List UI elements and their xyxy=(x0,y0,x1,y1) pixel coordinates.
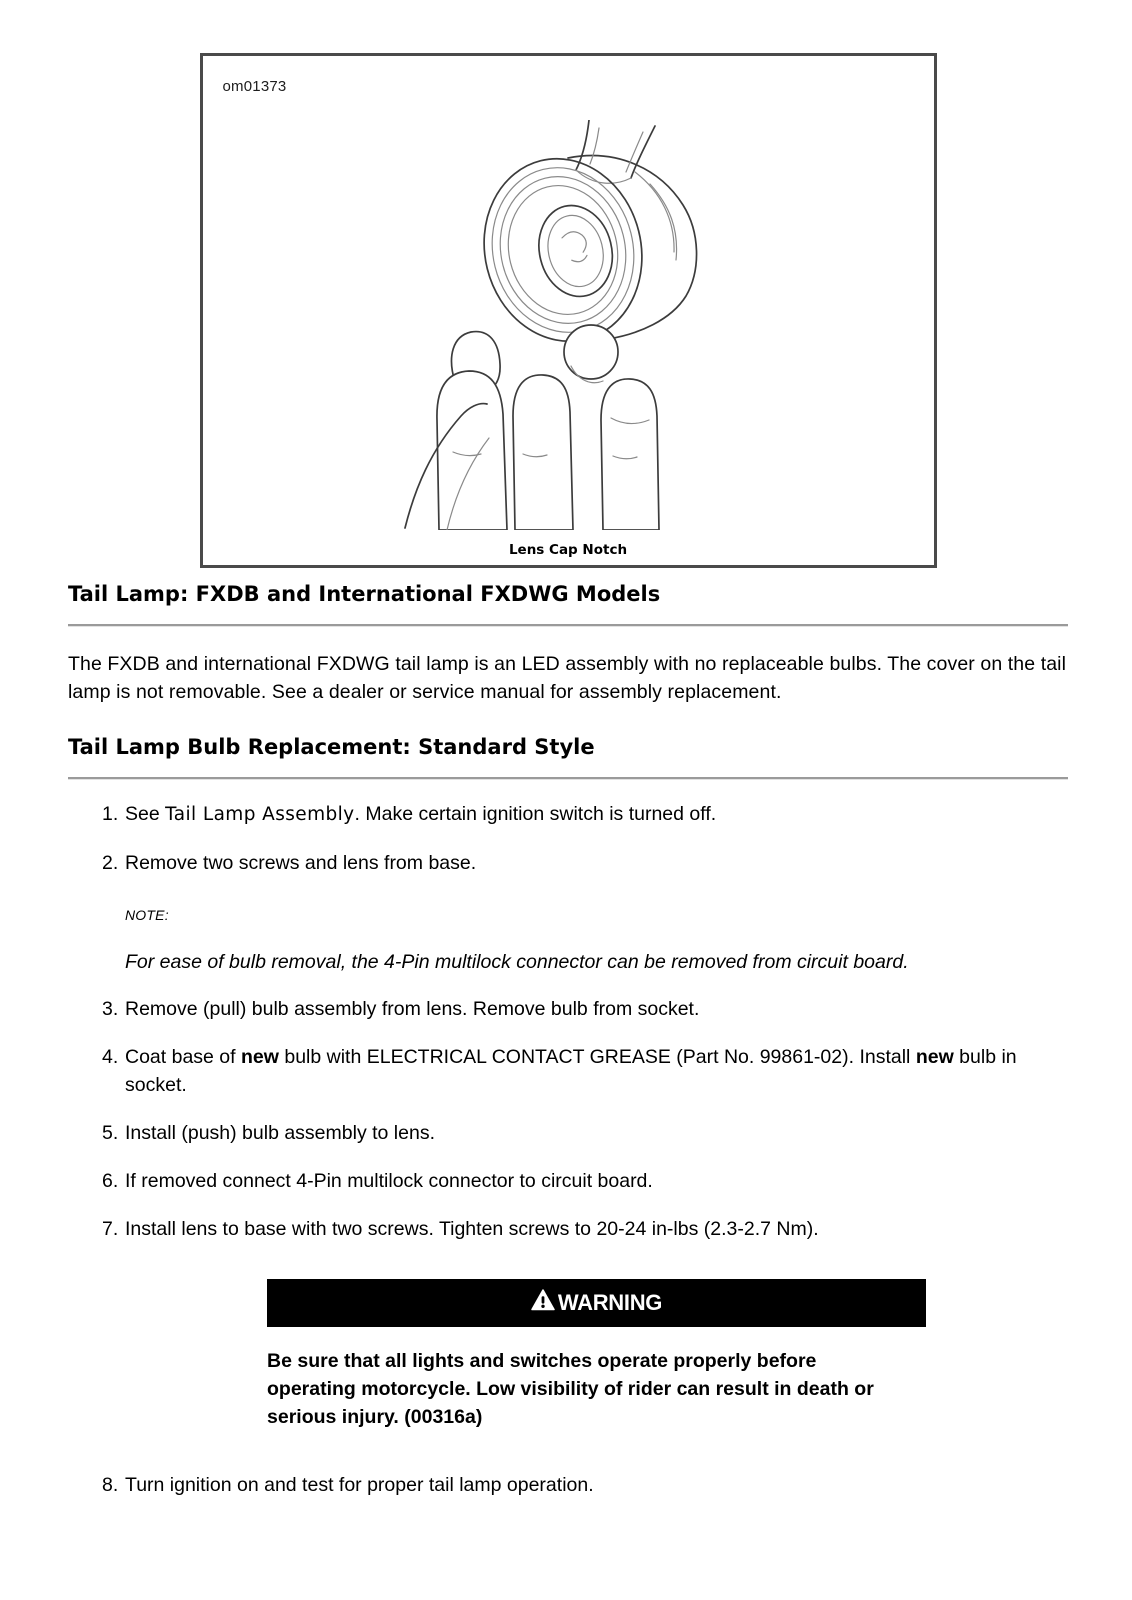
step-item-7 xyxy=(102,1215,1068,1243)
figure-id-label: om01373 xyxy=(222,78,287,95)
step-list xyxy=(68,800,1068,1499)
step-text: Remove two screws and lens from base. xyxy=(125,852,477,874)
step-item-2 xyxy=(102,849,1068,877)
warning-banner-label: WARNING xyxy=(557,1290,663,1315)
step-number: 7. xyxy=(102,1218,119,1240)
step4-seg3: bulb in socket. xyxy=(125,1046,1017,1096)
note-text: For ease of bulb removal, the 4-Pin multilock connector can be removed from circuit board. xyxy=(125,951,909,973)
step-text: Turn ignition on and test for proper tail lamp operation. xyxy=(125,1474,594,1496)
section-rule xyxy=(68,624,1068,627)
step-text: If removed connect 4-Pin multilock connector to circuit board. xyxy=(125,1170,653,1192)
step1-post: . Make certain ignition switch is turned off. xyxy=(354,803,717,825)
step-item-6 xyxy=(102,1167,1068,1195)
step-number: 2. xyxy=(102,852,119,874)
step-text: Install lens to base with two screws. Tighten screws to 20-24 in-lbs (2.3-2.7 Nm). xyxy=(125,1218,819,1240)
note-label: NOTE: xyxy=(125,907,169,923)
section-rule xyxy=(68,777,1068,780)
warning-triangle-icon xyxy=(531,1289,555,1316)
step-item-3 xyxy=(102,995,1068,1023)
step4-bold-new: new xyxy=(241,1046,279,1068)
section-title-tail-lamp-fxdb: Tail Lamp: FXDB and International FXDWG Models xyxy=(68,582,661,606)
step-number: 1. xyxy=(102,803,119,825)
section-title-bulb-replacement: Tail Lamp Bulb Replacement: Standard Style xyxy=(68,735,595,759)
tail-lamp-assembly-link[interactable]: Tail Lamp Assembly xyxy=(165,804,355,825)
step-item-1 xyxy=(102,800,1068,829)
step-item-4 xyxy=(102,1043,1068,1099)
step-text xyxy=(125,800,716,829)
section-body-paragraph: The FXDB and international FXDWG tail lamp is an LED assembly with no replaceable bulbs. The cover on the tail lamp is not removable. See a dealer or service manual for assembly replacement. xyxy=(68,653,1067,703)
step-number: 5. xyxy=(102,1122,119,1144)
warning-banner xyxy=(267,1279,926,1327)
step-text xyxy=(125,1043,1065,1099)
warning-text: Be sure that all lights and switches operate properly before operating motorcycle. Low visibility of rider can result in death or serious injury. (00316a) xyxy=(267,1350,874,1428)
step-item-8 xyxy=(102,1471,1068,1499)
step-item-5 xyxy=(102,1119,1068,1147)
figure-caption: Lens Cap Notch xyxy=(508,542,628,558)
step-number: 3. xyxy=(102,998,119,1020)
step-number: 6. xyxy=(102,1170,119,1192)
step4-bold-new: new xyxy=(915,1046,954,1068)
step-text: Install (push) bulb assembly to lens. xyxy=(125,1122,435,1144)
step4-seg2: bulb with ELECTRICAL CONTACT GREASE (Part No. 99861-02). Install xyxy=(278,1046,916,1068)
step-text: Remove (pull) bulb assembly from lens. Remove bulb from socket. xyxy=(125,998,700,1020)
warning-block xyxy=(267,1279,926,1431)
step4-seg1: Coat base of xyxy=(125,1046,241,1068)
lens-cap-drawing xyxy=(403,120,703,535)
step1-pre: See xyxy=(125,803,166,825)
step-number: 8. xyxy=(102,1474,119,1496)
figure-box xyxy=(200,53,937,568)
step-number: 4. xyxy=(102,1046,119,1068)
